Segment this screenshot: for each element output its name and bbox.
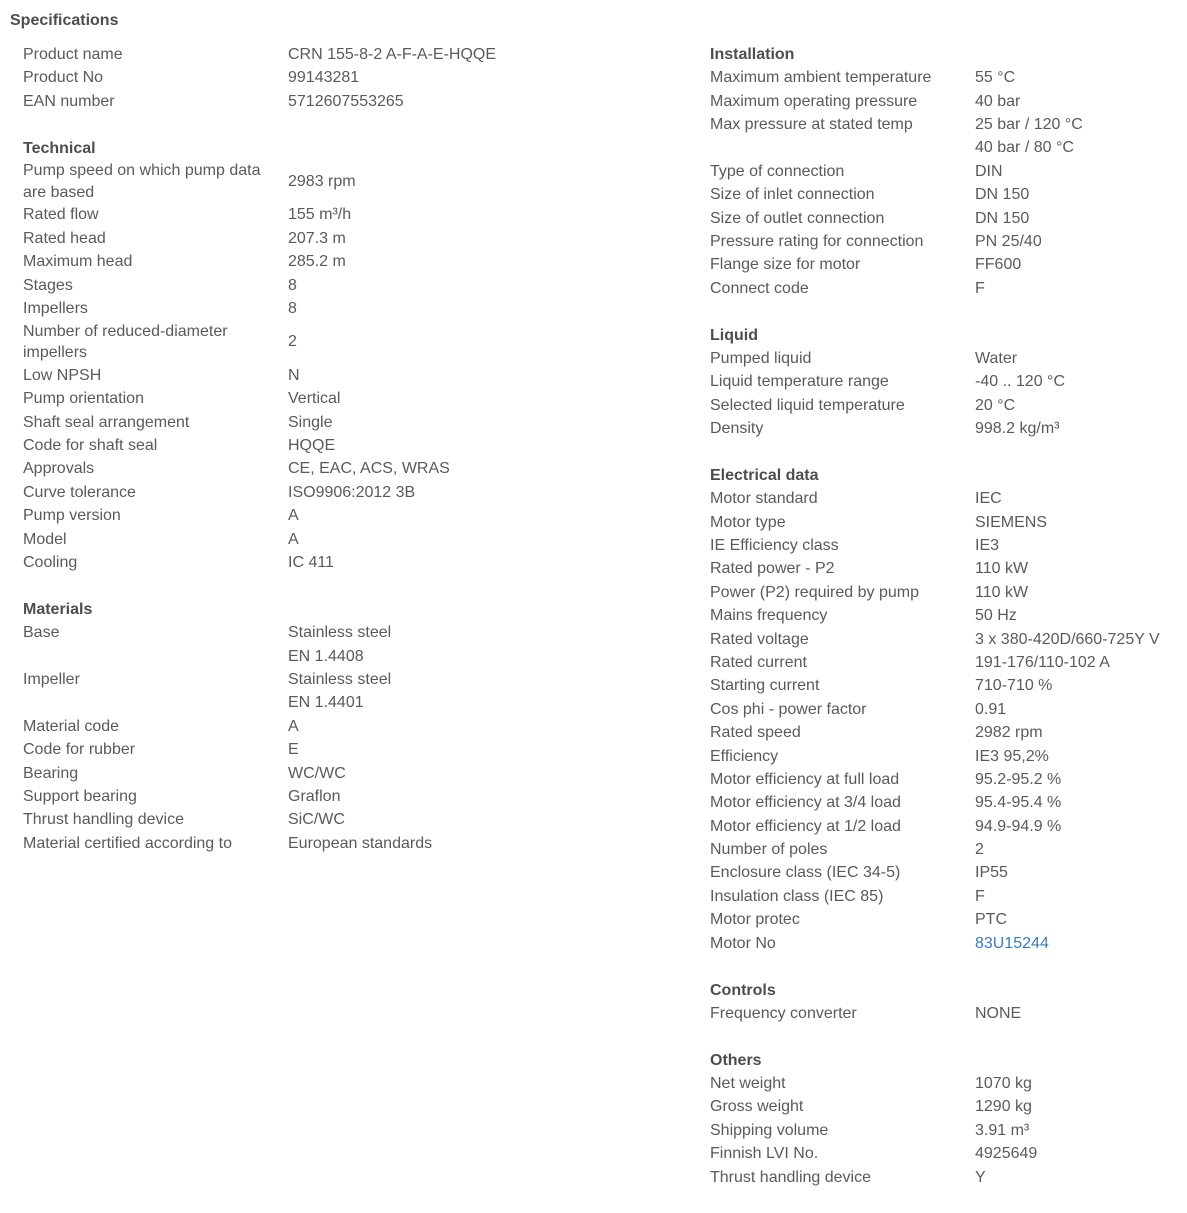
spec-row — [23, 411, 663, 434]
spec-row — [23, 387, 663, 410]
spec-row — [710, 207, 1180, 230]
spec-row — [710, 183, 1180, 206]
spec-row — [710, 230, 1180, 253]
spec-value: DIN — [975, 162, 1003, 180]
spec-row — [710, 768, 1180, 791]
spec-value: 99143281 — [288, 69, 360, 87]
spec-label: Code for rubber — [23, 741, 136, 759]
spec-value: IC 411 — [288, 554, 334, 572]
spec-value: 8 — [288, 299, 297, 317]
spec-label: Net weight — [710, 1074, 786, 1092]
spec-row — [23, 809, 663, 832]
spec-value: Water — [975, 349, 1018, 367]
spec-label: Density — [710, 420, 764, 438]
spec-row — [23, 160, 663, 204]
spec-label: Efficiency — [710, 747, 779, 765]
spec-label: Gross weight — [710, 1098, 804, 1116]
spec-label: Enclosure class (IEC 34-5) — [710, 864, 901, 882]
spec-value: SIEMENS — [975, 513, 1048, 531]
spec-value: FF600 — [975, 256, 1022, 274]
spec-label: IE Efficiency class — [710, 537, 839, 554]
spec-row — [710, 534, 1180, 557]
spec-row — [710, 698, 1180, 721]
spec-label: Product name — [23, 45, 123, 63]
spec-value: CRN 155-8-2 A-F-A-E-HQQE — [288, 45, 497, 63]
spec-value: WC/WC — [288, 764, 346, 782]
spec-label: Shipping volume — [710, 1121, 829, 1139]
spec-value: 1070 kg — [975, 1074, 1032, 1092]
section-title: Materials — [23, 601, 93, 618]
spec-label: Rated head — [23, 229, 106, 247]
spec-value: 50 Hz — [975, 607, 1017, 625]
spec-row — [710, 885, 1180, 908]
spec-row — [710, 113, 1180, 136]
spec-row — [23, 434, 663, 457]
spec-value: EN 1.4408 — [288, 647, 364, 665]
spec-label: Flange size for motor — [710, 256, 861, 274]
spec-value: A — [288, 717, 299, 735]
spec-label: EAN number — [23, 92, 115, 110]
spec-value: 40 bar / 80 °C — [975, 139, 1074, 157]
left-column — [23, 43, 663, 879]
spec-row — [23, 227, 663, 250]
spec-label: Maximum operating pressure — [710, 92, 918, 110]
spec-row — [23, 481, 663, 504]
spec-label: Motor type — [710, 513, 786, 531]
spec-label: Liquid temperature range — [710, 373, 889, 391]
spec-value: IE3 — [975, 537, 1000, 554]
spec-label: Rated voltage — [710, 630, 809, 648]
spec-value: IE3 95,2% — [975, 747, 1049, 765]
spec-label: Base — [23, 624, 60, 642]
spec-label: Motor No — [710, 934, 776, 952]
spec-label: Support bearing — [23, 787, 137, 805]
spec-row — [23, 274, 663, 297]
section-title: Others — [710, 1051, 762, 1069]
spec-row — [710, 1142, 1180, 1165]
spec-value: 95.4-95.4 % — [975, 794, 1062, 812]
spec-label: Motor efficiency at full load — [710, 770, 900, 788]
spec-label: Size of outlet connection — [710, 209, 885, 227]
spec-value: 2 — [975, 841, 984, 859]
spec-value: PTC — [975, 911, 1007, 929]
spec-value: F — [975, 887, 985, 905]
spec-value: 95.2-95.2 % — [975, 770, 1062, 788]
spec-value: IP55 — [975, 864, 1008, 882]
spec-row — [710, 1119, 1180, 1142]
spec-value: N — [288, 366, 300, 384]
spec-label: Thrust handling device — [23, 811, 184, 829]
spec-row — [710, 558, 1180, 581]
spec-label: Type of connection — [710, 162, 845, 180]
spec-value: 207.3 m — [288, 229, 346, 247]
spec-value: Graflon — [288, 787, 341, 805]
spec-label: Rated flow — [23, 206, 99, 224]
section-electrical-data — [710, 464, 1180, 955]
spec-value: DN 150 — [975, 186, 1030, 204]
spec-label: Shaft seal arrangement — [23, 413, 190, 431]
spec-value: -40 .. 120 °C — [975, 373, 1065, 391]
spec-label: Maximum ambient temperature — [710, 69, 932, 87]
spec-row — [23, 738, 663, 761]
spec-label: Mains frequency — [710, 607, 828, 625]
section-installation — [710, 43, 1180, 300]
spec-value: Stainless steel — [288, 624, 392, 642]
spec-row — [710, 394, 1180, 417]
spec-row — [710, 511, 1180, 534]
spec-label: Material code — [23, 717, 120, 735]
spec-row — [23, 364, 663, 387]
spec-row — [710, 721, 1180, 744]
spec-label: Power (P2) required by pump — [710, 583, 919, 601]
spec-label: Cooling — [23, 554, 78, 572]
spec-value: IEC — [975, 490, 1002, 508]
spec-label: Insulation class (IEC 85) — [710, 887, 884, 905]
spec-label: Maximum head — [23, 253, 133, 271]
spec-label: Finnish LVI No. — [710, 1145, 819, 1163]
spec-row — [23, 668, 663, 691]
spec-value: 5712607553265 — [288, 92, 404, 110]
spec-label: Impeller — [23, 670, 80, 688]
spec-value: Y — [975, 1168, 986, 1186]
spec-row — [710, 862, 1180, 885]
spec-row — [710, 66, 1180, 89]
spec-row — [710, 604, 1180, 627]
page-title: Specifications — [10, 12, 119, 29]
spec-row — [710, 1002, 1180, 1025]
spec-row — [710, 651, 1180, 674]
spec-label: Pump version — [23, 507, 121, 525]
spec-value: ISO9906:2012 3B — [288, 483, 416, 501]
spec-row — [710, 254, 1180, 277]
spec-row — [710, 1096, 1180, 1119]
spec-row — [23, 762, 663, 785]
spec-value: NONE — [975, 1004, 1022, 1022]
spec-label: Max pressure at stated temp — [710, 115, 913, 133]
spec-value: PN 25/40 — [975, 232, 1042, 250]
spec-row — [23, 321, 663, 365]
spec-label: Rated current — [710, 653, 807, 671]
spec-label: Code for shaft seal — [23, 437, 158, 455]
spec-row — [710, 487, 1180, 510]
spec-value: 94.9-94.9 % — [975, 817, 1062, 835]
spec-value: A — [288, 507, 299, 525]
spec-value: EN 1.4401 — [288, 694, 364, 712]
spec-label: Low NPSH — [23, 366, 102, 384]
spec-value: DN 150 — [975, 209, 1030, 227]
spec-row — [710, 1072, 1180, 1095]
spec-value: 2982 rpm — [975, 724, 1043, 742]
spec-label: Bearing — [23, 764, 79, 782]
spec-row — [23, 458, 663, 481]
spec-row — [23, 504, 663, 527]
section-controls — [710, 979, 1180, 1026]
section-title: Liquid — [710, 326, 758, 344]
spec-row — [23, 204, 663, 227]
spec-label: Impellers — [23, 299, 88, 317]
spec-row — [23, 297, 663, 320]
spec-row — [710, 838, 1180, 861]
motor-no-link[interactable]: 83U15244 — [975, 934, 1049, 952]
spec-row — [23, 785, 663, 808]
spec-label: Selected liquid temperature — [710, 396, 905, 414]
spec-value: 4925649 — [975, 1145, 1038, 1163]
section-title: Electrical data — [710, 467, 819, 485]
section-title: Technical — [23, 139, 96, 157]
spec-value: 20 °C — [975, 396, 1016, 414]
spec-label: Cos phi - power factor — [710, 700, 867, 718]
spec-row — [23, 715, 663, 738]
spec-label: Motor standard — [710, 490, 818, 508]
spec-label: Motor protec — [710, 911, 800, 929]
spec-row — [710, 675, 1180, 698]
spec-row — [710, 745, 1180, 768]
spec-value: Single — [288, 413, 333, 431]
spec-label: Material certified according to — [23, 834, 232, 852]
spec-row — [710, 347, 1180, 370]
right-column — [710, 43, 1180, 1213]
spec-value: 155 m³/h — [288, 206, 352, 224]
spec-label: Rated power - P2 — [710, 560, 835, 578]
spec-label: Model — [23, 530, 67, 548]
spec-value: 3 x 380-420D/660-725Y V — [975, 630, 1160, 648]
spec-row — [23, 645, 663, 668]
section-product — [23, 43, 663, 113]
spec-value: 110 kW — [975, 560, 1029, 578]
spec-row — [710, 815, 1180, 838]
spec-label: Connect code — [710, 279, 809, 297]
spec-value: 2 — [288, 333, 297, 351]
spec-row — [23, 90, 663, 113]
spec-label: Pressure rating for connection — [710, 232, 924, 250]
spec-row — [710, 908, 1180, 931]
spec-label: Thrust handling device — [710, 1168, 871, 1186]
spec-row — [710, 137, 1180, 160]
spec-row — [710, 160, 1180, 183]
spec-row — [710, 277, 1180, 300]
spec-value: 40 bar — [975, 92, 1021, 110]
spec-label: Curve tolerance — [23, 483, 136, 501]
spec-row — [710, 581, 1180, 604]
spec-value: Vertical — [288, 390, 341, 408]
spec-value: 191-176/110-102 A — [975, 653, 1110, 671]
spec-value: 8 — [288, 276, 297, 294]
section-title: Controls — [710, 981, 776, 999]
spec-row — [710, 628, 1180, 651]
spec-row — [23, 621, 663, 644]
spec-row — [23, 832, 663, 855]
spec-row — [23, 66, 663, 89]
section-technical — [23, 137, 663, 575]
spec-value: 998.2 kg/m³ — [975, 420, 1060, 438]
spec-value: 710-710 % — [975, 677, 1053, 695]
spec-value: 285.2 m — [288, 253, 346, 271]
spec-row — [710, 370, 1180, 393]
section-materials — [23, 598, 663, 855]
spec-label: Approvals — [23, 460, 95, 478]
spec-row — [23, 692, 663, 715]
spec-value: E — [288, 741, 299, 759]
spec-label: Pumped liquid — [710, 349, 812, 367]
spec-label: Starting current — [710, 677, 820, 695]
spec-row — [710, 417, 1180, 440]
spec-value: SiC/WC — [288, 811, 345, 829]
spec-row — [710, 932, 1180, 955]
spec-label: Number of poles — [710, 841, 828, 859]
spec-label: Pump orientation — [23, 390, 144, 408]
spec-label: Frequency converter — [710, 1004, 857, 1022]
spec-value: Stainless steel — [288, 670, 392, 688]
spec-label: Product No — [23, 69, 104, 87]
section-others — [710, 1049, 1180, 1189]
spec-row — [23, 43, 663, 66]
spec-label: Number of reduced-diameter impellers — [23, 322, 228, 362]
spec-row — [23, 528, 663, 551]
spec-value: European standards — [288, 834, 433, 852]
spec-value: 1290 kg — [975, 1098, 1032, 1116]
spec-value: HQQE — [288, 437, 336, 455]
spec-row — [710, 1166, 1180, 1189]
spec-label: Motor efficiency at 1/2 load — [710, 817, 901, 835]
spec-row — [23, 551, 663, 574]
spec-value: 0.91 — [975, 700, 1007, 718]
spec-label: Size of inlet connection — [710, 186, 875, 204]
spec-label: Stages — [23, 276, 73, 294]
spec-value: 2983 rpm — [288, 172, 356, 190]
spec-label: Motor efficiency at 3/4 load — [710, 794, 901, 812]
spec-value: 110 kW — [975, 583, 1029, 601]
spec-row — [710, 792, 1180, 815]
spec-value: 3.91 m³ — [975, 1121, 1030, 1139]
spec-value: CE, EAC, ACS, WRAS — [288, 460, 450, 478]
spec-label: Pump speed on which pump data are based — [23, 161, 261, 201]
spec-value: 55 °C — [975, 69, 1016, 87]
section-liquid — [710, 324, 1180, 441]
spec-row — [710, 90, 1180, 113]
spec-value: A — [288, 530, 299, 548]
spec-value: 25 bar / 120 °C — [975, 115, 1083, 133]
spec-value: F — [975, 279, 985, 297]
spec-label: Rated speed — [710, 724, 801, 742]
spec-row — [23, 250, 663, 273]
section-title: Installation — [710, 46, 795, 63]
